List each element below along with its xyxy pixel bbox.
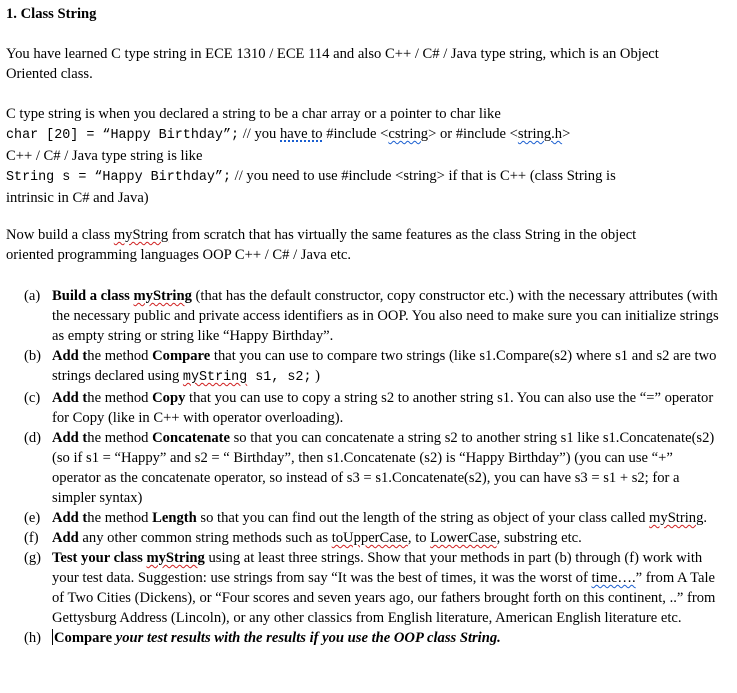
method-name: Length (152, 510, 197, 526)
list-marker: (d) (24, 430, 42, 446)
comment-text: #include < (322, 126, 389, 142)
item-bold: Compare (54, 630, 113, 646)
item-text: that you can use to compare two strings (like s1.Compare(s2) where s1 and s2 are two strings declared using (52, 348, 717, 384)
build-line-2: oriented programming languages OOP C++ / C# / Java etc. (6, 247, 352, 263)
comment-text: > (562, 126, 571, 142)
list-marker: (f) (24, 530, 39, 546)
method-name: Copy (152, 390, 186, 406)
class-name-mystring: myString (649, 510, 704, 526)
comment-string-h: string.h (517, 126, 563, 142)
item-bold: Add t (52, 430, 88, 446)
list-marker: (e) (24, 510, 41, 526)
item-text: using at least three strings. Show that your methods in part (b) through (f) work with your test data. Suggestion: use strings from say “It was the best of times, it was the worst of (52, 550, 703, 586)
ctype-code-line-1 (6, 124, 725, 146)
section-heading: 1. Class String (6, 6, 97, 22)
item-bold: Add t (52, 510, 88, 526)
list-item-b (24, 346, 724, 388)
item-text: so that you can find out the length of the string as object of your class called (196, 510, 650, 526)
ctype-line-1: C type string is when you declared a string to be a char array or a pointer to char like (6, 106, 501, 122)
item-bold: Add t (52, 390, 88, 406)
item-text: he method (87, 510, 153, 526)
intro-paragraph (6, 44, 725, 84)
list-marker: (a) (24, 288, 41, 304)
class-name-mystring: myString (146, 550, 205, 566)
code-declaration: s1, s2; (247, 370, 312, 385)
build-paragraph (6, 225, 725, 265)
list-marker: (c) (24, 390, 41, 406)
task-list (24, 286, 724, 648)
method-lower-case: LowerCase (430, 530, 497, 546)
list-item-h (24, 628, 724, 648)
item-text: he method (87, 430, 153, 446)
item-text: ) (315, 368, 321, 384)
ctype-paragraph (6, 104, 725, 208)
item-italic-text: your test results with the results if you use the OOP class String. (112, 630, 501, 646)
list-item-d (24, 428, 724, 508)
list-item-g (24, 548, 724, 628)
item-text: , substring etc. (496, 530, 582, 546)
comment-text: // you need to use #include <string> if that is C++ (class String is (231, 168, 616, 184)
item-text: any other common string methods such as (78, 530, 332, 546)
intro-line-1: You have learned C type string in ECE 1310 / ECE 114 and also C++ / C# / Java type string, which is an Object (6, 46, 659, 62)
list-marker: (b) (24, 348, 42, 364)
item-bold: Add t (52, 348, 88, 364)
comment-text: // you (239, 126, 280, 142)
item-text: , to (407, 530, 431, 546)
ctype-line-3: C++ / C# / Java type string is like (6, 148, 203, 164)
comment-text: > or #include < (428, 126, 518, 142)
item-bold: Add (52, 530, 79, 546)
code-snippet-string: String s = “Happy Birthday”; (6, 170, 231, 185)
list-item-f (24, 528, 724, 548)
comment-have-to: have to (280, 126, 323, 142)
code-snippet-char-array: char [20] = “Happy Birthday”; (6, 128, 240, 143)
ctype-line-5: intrinsic in C# and Java) (6, 190, 149, 206)
method-name: Concatenate (152, 430, 230, 446)
list-item-a (24, 286, 724, 346)
item-text: so that you can concatenate a string s2 to another string s1 like s1.Concatenate(s2) (so if s1 = “Happy” and s2 = “ Birthday”, then s1.Concatenate (s2) is “Happy Birthday”) (you can use “+” operator as the concatenate operator, so instead of s3 = s1.Concatenate(s2), you can have s3 = s1 + s2; for a simpler syntax) (52, 430, 715, 506)
quote-time: time…. (591, 570, 636, 586)
item-bold: Test your class (52, 550, 147, 566)
ctype-code-line-2 (6, 166, 725, 188)
method-to-upper-case: toUpperCase (331, 530, 408, 546)
list-marker: (h) (24, 630, 42, 646)
list-marker: (g) (24, 550, 42, 566)
class-name-mystring: myString (113, 227, 169, 243)
item-text: that you can use to copy a string s2 to another string s1. You can also use the “=” operator for Copy (like in C++ with operator overloading). (52, 390, 714, 426)
method-name: Compare (152, 348, 211, 364)
item-text: he method (87, 348, 153, 364)
comment-cstring: cstring (388, 126, 429, 142)
build-text: Now build a class (6, 227, 114, 243)
item-text: . (703, 510, 708, 526)
build-text: from scratch that has virtually the same features as the class String in the object (168, 227, 637, 243)
list-item-c (24, 388, 724, 428)
item-text: (that has the default constructor, copy constructor etc.) with the necessary attributes (with the necessary public and private access identifiers as in OOP. You also need to make sure you can initialize strings as empty string or string like “Happy Birthday”. (52, 288, 719, 344)
code-mystring: myString (182, 370, 248, 385)
intro-line-2: Oriented class. (6, 66, 93, 82)
build-line-1 (6, 225, 725, 245)
text-cursor (52, 629, 53, 645)
list-item-e (24, 508, 724, 528)
item-text: ” from A Tale of Two Cities (Dickens), or “Four scores and seven years ago, our fathers brought forth on this continent, ..” from Gettysburg Address (Lincoln), or any other classics from English literature, American English literature etc. (52, 570, 716, 626)
class-name-mystring: myString (133, 288, 192, 304)
item-text: he method (87, 390, 153, 406)
item-bold: Build a class (52, 288, 134, 304)
